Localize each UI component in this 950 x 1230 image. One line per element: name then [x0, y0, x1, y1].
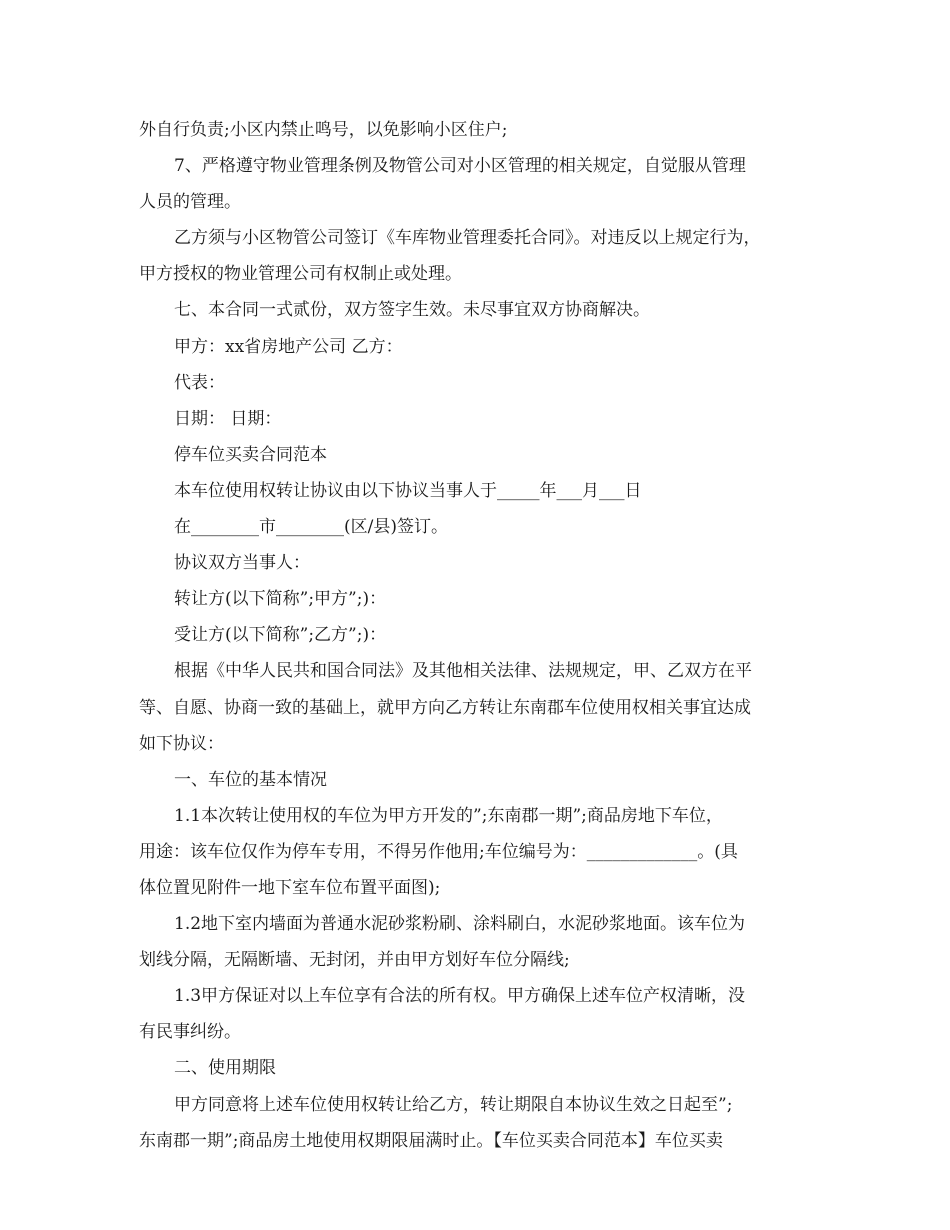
text-line: 甲方同意将上述车位使用权转让给乙方，转让期限自本协议生效之日起至”;: [174, 1094, 733, 1115]
text-line: 转让方(以下简称”;甲方”;)：: [174, 589, 387, 610]
document-body: [139, 112, 815, 1159]
text-line: 乙方须与小区物管公司签订《车库物业管理委托合同》。对违反以上规定行为，: [174, 228, 761, 249]
text-line: 停车位买卖合同范本: [174, 444, 327, 465]
text-line: 本车位使用权转让协议由以下协议当事人于_____年___月___日: [174, 480, 642, 501]
text-line: 等、自愿、协商一致的基础上，就甲方向乙方转让东南郡车位使用权相关事宜达成: [139, 697, 751, 718]
text-line: 甲方：xx省房地产公司 乙方：: [174, 336, 403, 357]
text-line: 1.2地下室内墙面为普通水泥砂浆粉刷、涂料刷白，水泥砂浆地面。该车位为: [174, 914, 746, 935]
text-line: 代表：: [174, 372, 225, 393]
text-line: 如下协议：: [139, 733, 224, 754]
text-line: 甲方授权的物业管理公司有权制止或处理。: [139, 264, 462, 285]
text-line: 七、本合同一式贰份，双方签字生效。未尽事宜双方协商解决。: [174, 300, 650, 321]
text-line: 日期： 日期：: [174, 408, 282, 429]
text-line: 协议双方当事人：: [174, 553, 310, 574]
text-line: 体位置见附件一地下室车位布置平面图);: [139, 877, 441, 898]
text-line: 人员的管理。: [139, 192, 241, 213]
text-line: 根据《中华人民共和国合同法》及其他相关法律、法规规定，甲、乙双方在平: [174, 661, 752, 682]
text-line: 有民事纠纷。: [139, 1022, 241, 1043]
text-line: 7、严格遵守物业管理条例及物管公司对小区管理的相关规定，自觉服从管理: [174, 156, 746, 177]
text-line: 用途：该车位仅作为停车专用，不得另作他用;车位编号为：_____________。(具: [139, 841, 738, 862]
text-line: 二、使用期限: [174, 1058, 276, 1079]
text-line: 东南郡一期”;商品房土地使用权期限届满时止。【车位买卖合同范本】车位买卖: [139, 1130, 723, 1151]
text-line: 在________市________(区/县)签订。: [174, 517, 448, 538]
text-line: 划线分隔，无隔断墙、无封闭，并由甲方划好车位分隔线;: [139, 950, 570, 971]
text-line: 1.1本次转让使用权的车位为甲方开发的”;东南郡一期”;商品房地下车位，: [174, 805, 723, 826]
text-line: 受让方(以下简称”;乙方”;)：: [174, 625, 387, 646]
text-line: 1.3甲方保证对以上车位享有合法的所有权。甲方确保上述车位产权清晰，没: [174, 986, 746, 1007]
text-line: 一、车位的基本情况: [174, 769, 327, 790]
text-line: 外自行负责;小区内禁止鸣号，以免影响小区住户;: [139, 120, 508, 140]
